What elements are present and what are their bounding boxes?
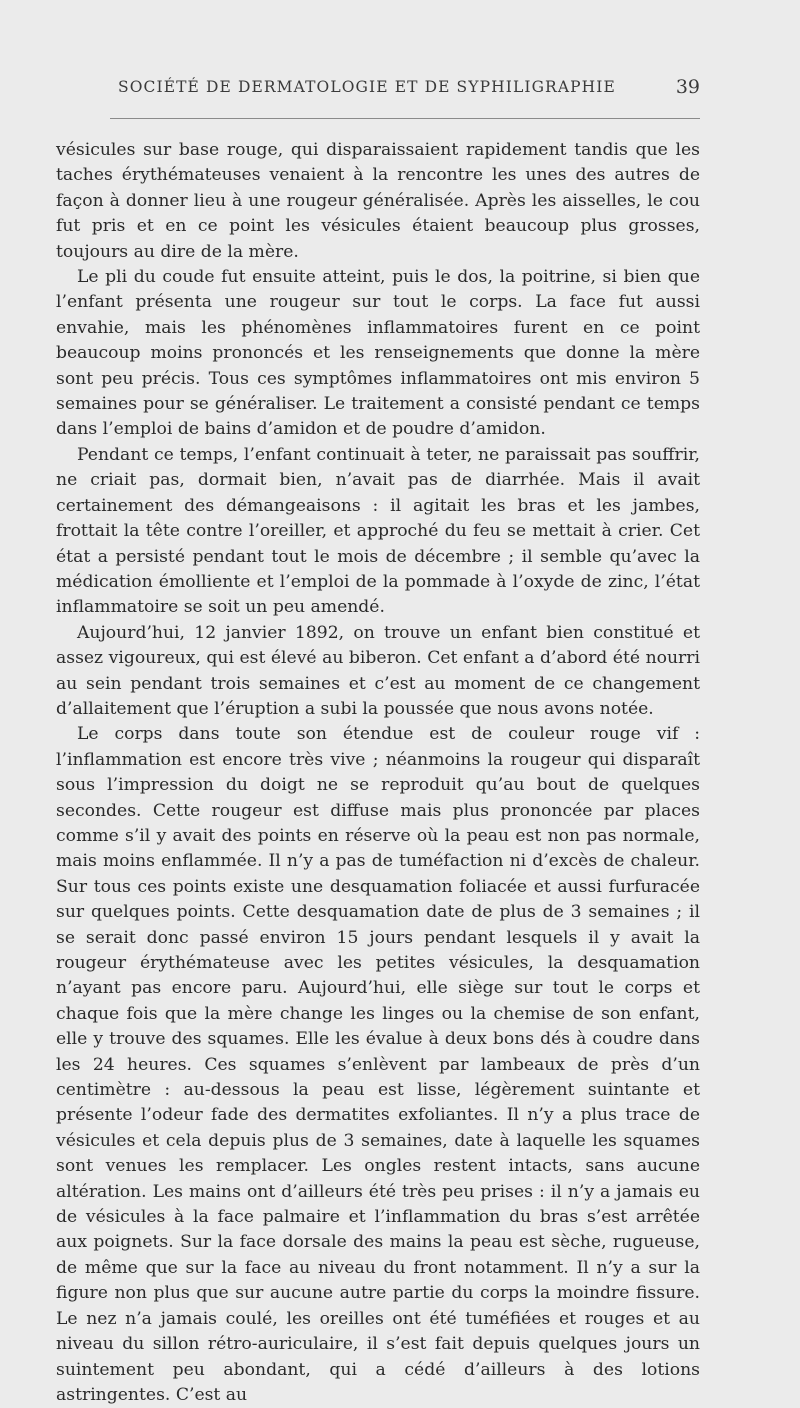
page-header xyxy=(118,78,700,106)
paragraph: Le corps dans toute son étendue est de couleur rouge vif : l’inflammation est encore très vive ; néanmoins la rougeur qui disparaît sous l’impression du doigt ne se reproduit qu’au bout de quelques secondes. Cette rougeur est diffuse mais plus prononcée par places comme s’il y avait des points en réserve où la peau est non pas normale, mais moins enflammée. Il n’y a pas de tuméfaction ni d’excès de chaleur. Sur tous ces points existe une desquamation foliacée et aussi furfuracée sur quelques points. Cette desquamation date de plus de 3 semaines ; il se serait donc passé environ 15 jours pendant lesquels il y avait la rougeur érythémateuse avec les petites vésicules, la desquamation n’ayant pas encore paru. Aujourd’hui, elle siège sur tout le corps et chaque fois que la mère change les linges ou la chemise de son enfant, elle y trouve des squames. Elle les évalue à deux bons dés à coudre dans les 24 heures. Ces squames s’enlèvent par lambeaux de près d’un centimètre : au-dessous la peau est lisse, légèrement suintante et présente l’odeur fade des dermatites exfoliantes. Il n’y a plus trace de vésicules et cela depuis plus de 3 semaines, date à laquelle les squames sont venues les remplacer. Les ongles restent intacts, sans aucune altération. Les mains ont d’ailleurs été très peu prises : il n’y a jamais eu de vésicules à la face palmaire et l’inflammation du bras s’est arrêtée aux poignets. Sur la face dorsale des mains la peau est sèche, rugueuse, de même que sur la face au niveau du front notamment. Il n’y a sur la figure non plus que sur aucune autre partie du corps la moindre fissure. Le nez n’a jamais coulé, les oreilles ont été tuméfiées et rouges et au niveau du sillon rétro-auriculaire, il s’est fait depuis quelques jours un suintement peu abondant, qui a cédé d’ailleurs à des lotions astringentes. C’est au xyxy=(56,724,700,1405)
paragraph-continued: vésicules sur base rouge, qui disparaissaient rapidement tandis que les taches érythémateuses venaient à la rencontre les unes des autres de façon à donner lieu à une rougeur généralisée. Après les aisselles, le cou fut pris et en ce point les vésicules étaient beaucoup plus grosses, toujours au dire de la mère. xyxy=(56,140,700,262)
running-title: SOCIÉTÉ DE DERMATOLOGIE ET DE SYPHILIGRAPHIE xyxy=(118,78,616,96)
paragraph: Aujourd’hui, 12 janvier 1892, on trouve un enfant bien constitué et assez vigoureux, qui est élevé au biberon. Cet enfant a d’abord été nourri au sein pendant trois semaines et c’est au moment de ce changement d’allaitement que l’éruption a subi la poussée que nous avons notée. xyxy=(56,622,700,719)
paragraph: Le pli du coude fut ensuite atteint, puis le dos, la poitrine, si bien que l’enfant présenta une rougeur sur tout le corps. La face fut aussi envahie, mais les phénomènes inflammatoires furent en ce point beaucoup moins prononcés et les renseignements que donne la mère sont peu précis. Tous ces symptômes inflammatoires ont mis environ 5 semaines pour se généraliser. Le traitement a consisté pendant ce temps dans l’emploi de bains d’amidon et de poudre d’amidon. xyxy=(56,267,700,440)
paragraph: Pendant ce temps, l’enfant continuait à teter, ne paraissait pas souffrir, ne criait pas, dormait bien, n’avait pas de diarrhée. Mais il avait certainement des démangeaisons : il agitait les bras et les jambes, frottait la tête contre l’oreiller, et approché du feu se mettait à crier. Cet état a persisté pendant tout le mois de décembre ; il semble qu’avec la médication émolliente et l’emploi de la pommade à l’oxyde de zinc, l’état inflammatoire se soit un peu amendé. xyxy=(56,444,700,618)
header-rule xyxy=(110,118,700,119)
body-text xyxy=(56,138,700,1408)
page-number: 39 xyxy=(675,76,700,98)
